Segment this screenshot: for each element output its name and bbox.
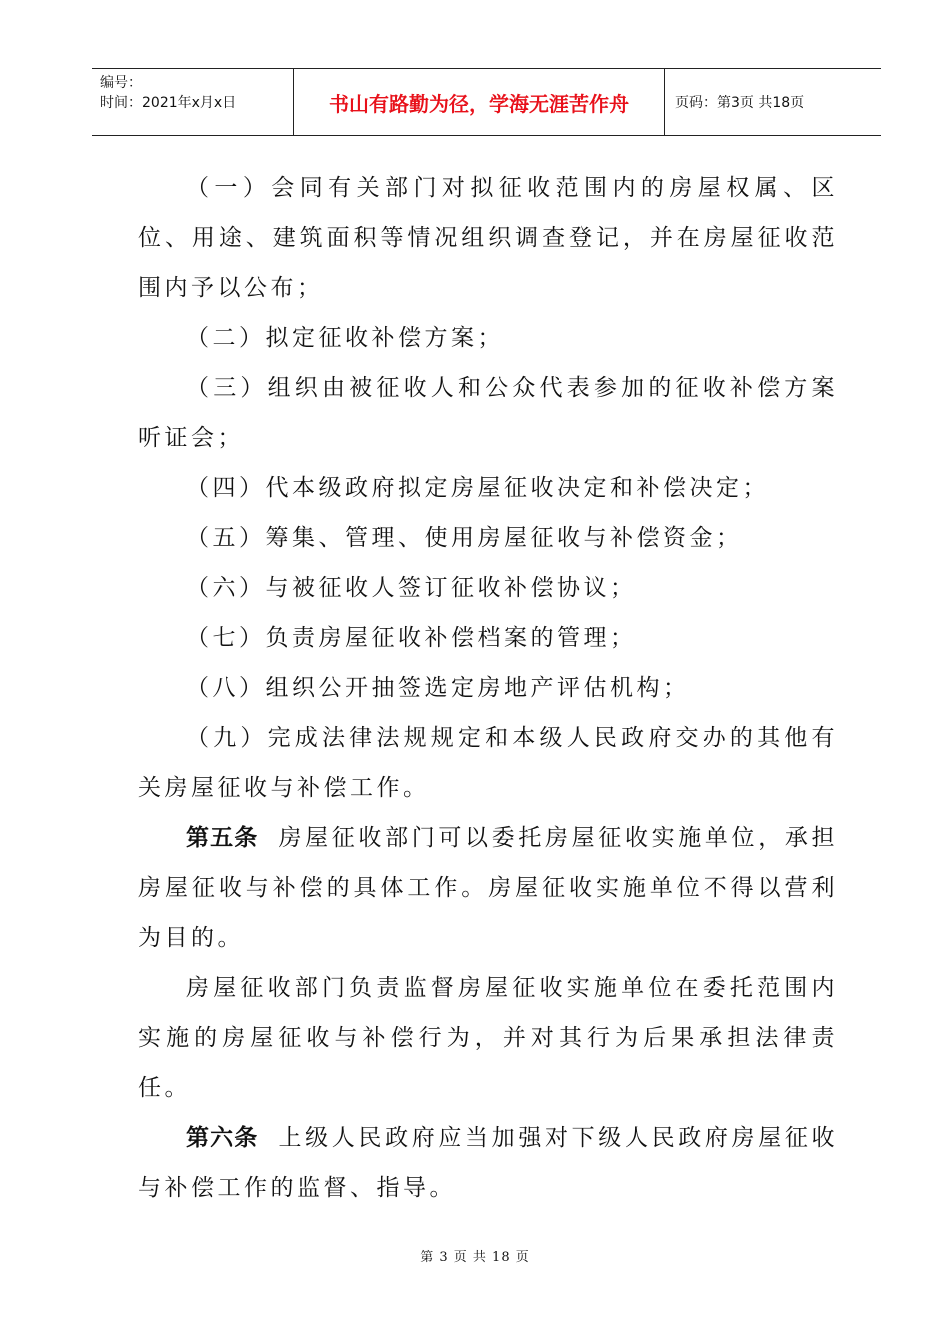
paragraph (138, 713, 838, 813)
paragraph (138, 463, 838, 513)
time-label: 时间：2021年x月x日 (100, 95, 237, 111)
paragraph-text: （六）与被征收人签订征收补偿协议； (186, 575, 637, 601)
document-header (92, 68, 881, 136)
paragraph (138, 363, 838, 463)
paragraph (138, 663, 838, 713)
article-paragraph (138, 813, 838, 963)
paragraph-text: 房屋征收部门可以委托房屋征收实施单位，承担房屋征收与补偿的具体工作。房屋征收实施单位不得以营利为目的。 (138, 825, 839, 951)
paragraph-text: （一）会同有关部门对拟征收范围内的房屋权属、区位、用途、建筑面积等情况组织调查登记，并在房屋征收范围内予以公布； (138, 175, 838, 301)
paragraph-text: （三）组织由被征收人和公众代表参加的征收补偿方案听证会； (138, 375, 838, 451)
document-body (138, 163, 838, 1213)
paragraph (138, 163, 838, 313)
paragraph-text: 上级人民政府应当加强对下级人民政府房屋征收与补偿工作的监督、指导。 (138, 1125, 839, 1201)
paragraph-text: （八）组织公开抽签选定房地产评估机构； (186, 675, 690, 701)
paragraph-text: （五）筹集、管理、使用房屋征收与补偿资金； (186, 525, 743, 551)
paragraph-text: 房屋征收部门负责监督房屋征收实施单位在委托范围内实施的房屋征收与补偿行为，并对其行为后果承担法律责任。 (138, 975, 838, 1101)
article-number: 第六条 (186, 1125, 259, 1151)
page-footer: 第 3 页 共 18 页 (420, 1250, 530, 1265)
paragraph-text: （四）代本级政府拟定房屋征收决定和补偿决定； (186, 475, 769, 501)
header-motto: 书山有路勤为径，学海无涯苦作舟 (293, 69, 665, 135)
article-paragraph (138, 1113, 838, 1213)
paragraph (138, 563, 838, 613)
article-number: 第五条 (186, 825, 259, 851)
paragraph (138, 613, 838, 663)
paragraph (138, 963, 838, 1113)
paragraph-text: （九）完成法律法规规定和本级人民政府交办的其他有关房屋征收与补偿工作。 (138, 725, 838, 801)
paragraph (138, 313, 838, 363)
paragraph-text: （七）负责房屋征收补偿档案的管理； (186, 625, 637, 651)
paragraph-text: （二）拟定征收补偿方案； (186, 325, 504, 351)
paragraph (138, 513, 838, 563)
header-page-label: 页码：第3页 共18页 (675, 95, 805, 111)
header-meta (92, 69, 293, 135)
number-label: 编号： (100, 75, 142, 91)
